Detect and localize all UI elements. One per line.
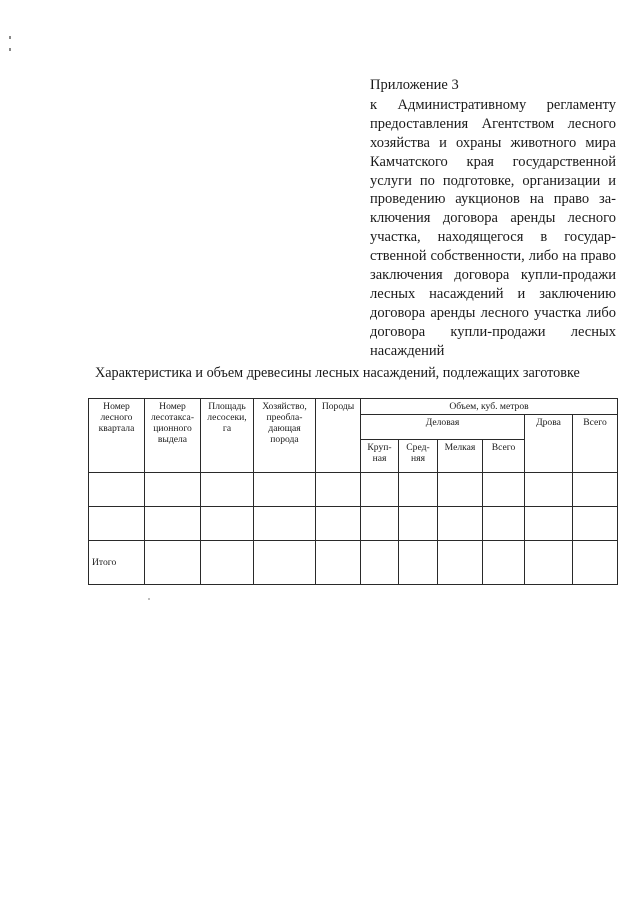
- header-large: Крупная: [361, 440, 399, 473]
- header-volume: Объем, куб. метров: [361, 399, 618, 415]
- table-cell: [316, 541, 361, 585]
- table-cell: [573, 541, 618, 585]
- table-cell: [525, 473, 573, 507]
- table-cell: [483, 507, 525, 541]
- table-cell: [399, 541, 438, 585]
- total-row: [89, 541, 618, 585]
- header-quarter: Номер лесного квартала: [89, 399, 145, 473]
- table-cell: [361, 473, 399, 507]
- table-cell: [316, 507, 361, 541]
- table-cell: [438, 473, 483, 507]
- table-cell: [399, 507, 438, 541]
- header-area: Площадь лесосеки, га: [201, 399, 254, 473]
- table-cell: [254, 541, 316, 585]
- header-medium: Средняя: [399, 440, 438, 473]
- table-cell: [361, 541, 399, 585]
- table-cell: [145, 507, 201, 541]
- header-business: Деловая: [361, 415, 525, 440]
- header-total: Всего: [573, 415, 618, 473]
- header-small: Мелкая: [438, 440, 483, 473]
- table-row: [89, 473, 618, 507]
- header-firewood: Дрова: [525, 415, 573, 473]
- table-cell: [145, 473, 201, 507]
- table-cell: [254, 473, 316, 507]
- table-cell: [525, 507, 573, 541]
- table-cell: [573, 507, 618, 541]
- table-cell: [525, 541, 573, 585]
- table-cell: [201, 473, 254, 507]
- table-cell: [361, 507, 399, 541]
- table-cell: [201, 507, 254, 541]
- timber-volume-table: [88, 398, 618, 585]
- table-cell: [399, 473, 438, 507]
- table-cell: [254, 507, 316, 541]
- header-business-total: Всего: [483, 440, 525, 473]
- scan-speck: [148, 598, 150, 600]
- scan-mark: [9, 48, 11, 51]
- table-cell: [438, 507, 483, 541]
- appendix-title: Приложение 3: [370, 77, 459, 93]
- table-cell: [438, 541, 483, 585]
- table-cell: [316, 473, 361, 507]
- header-allotment: Номер лесотаксационного выдела: [145, 399, 201, 473]
- table-cell: [201, 541, 254, 585]
- header-farm: Хозяйство, преобладающая порода: [254, 399, 316, 473]
- header-species: Породы: [316, 399, 361, 473]
- table-row: [89, 507, 618, 541]
- table-cell: [573, 473, 618, 507]
- table-cell: [483, 541, 525, 585]
- table-cell: [89, 507, 145, 541]
- table-cell: [145, 541, 201, 585]
- table-cell: [89, 473, 145, 507]
- scan-mark: [9, 36, 11, 39]
- appendix-body: к Административному регламенту предоставления Агентством лесного хозяйства и охраны животного мира Камчатского края государственной услуги по подготовке, организации и проведению аукционов на право заключения договора аренды лесного участка, находящегося в государственной собственности, либо на право заключения договора купли-продажи лесных насаждений и заключению договора аренды лесного участка либо договора купли-продажи лесных насаждений: [370, 96, 616, 359]
- table-cell: [483, 473, 525, 507]
- table-title: Характеристика и объем древесины лесных насаждений, подлежащих заготовке: [95, 365, 580, 381]
- appendix-block: [370, 76, 616, 361]
- total-label: Итого: [89, 541, 145, 585]
